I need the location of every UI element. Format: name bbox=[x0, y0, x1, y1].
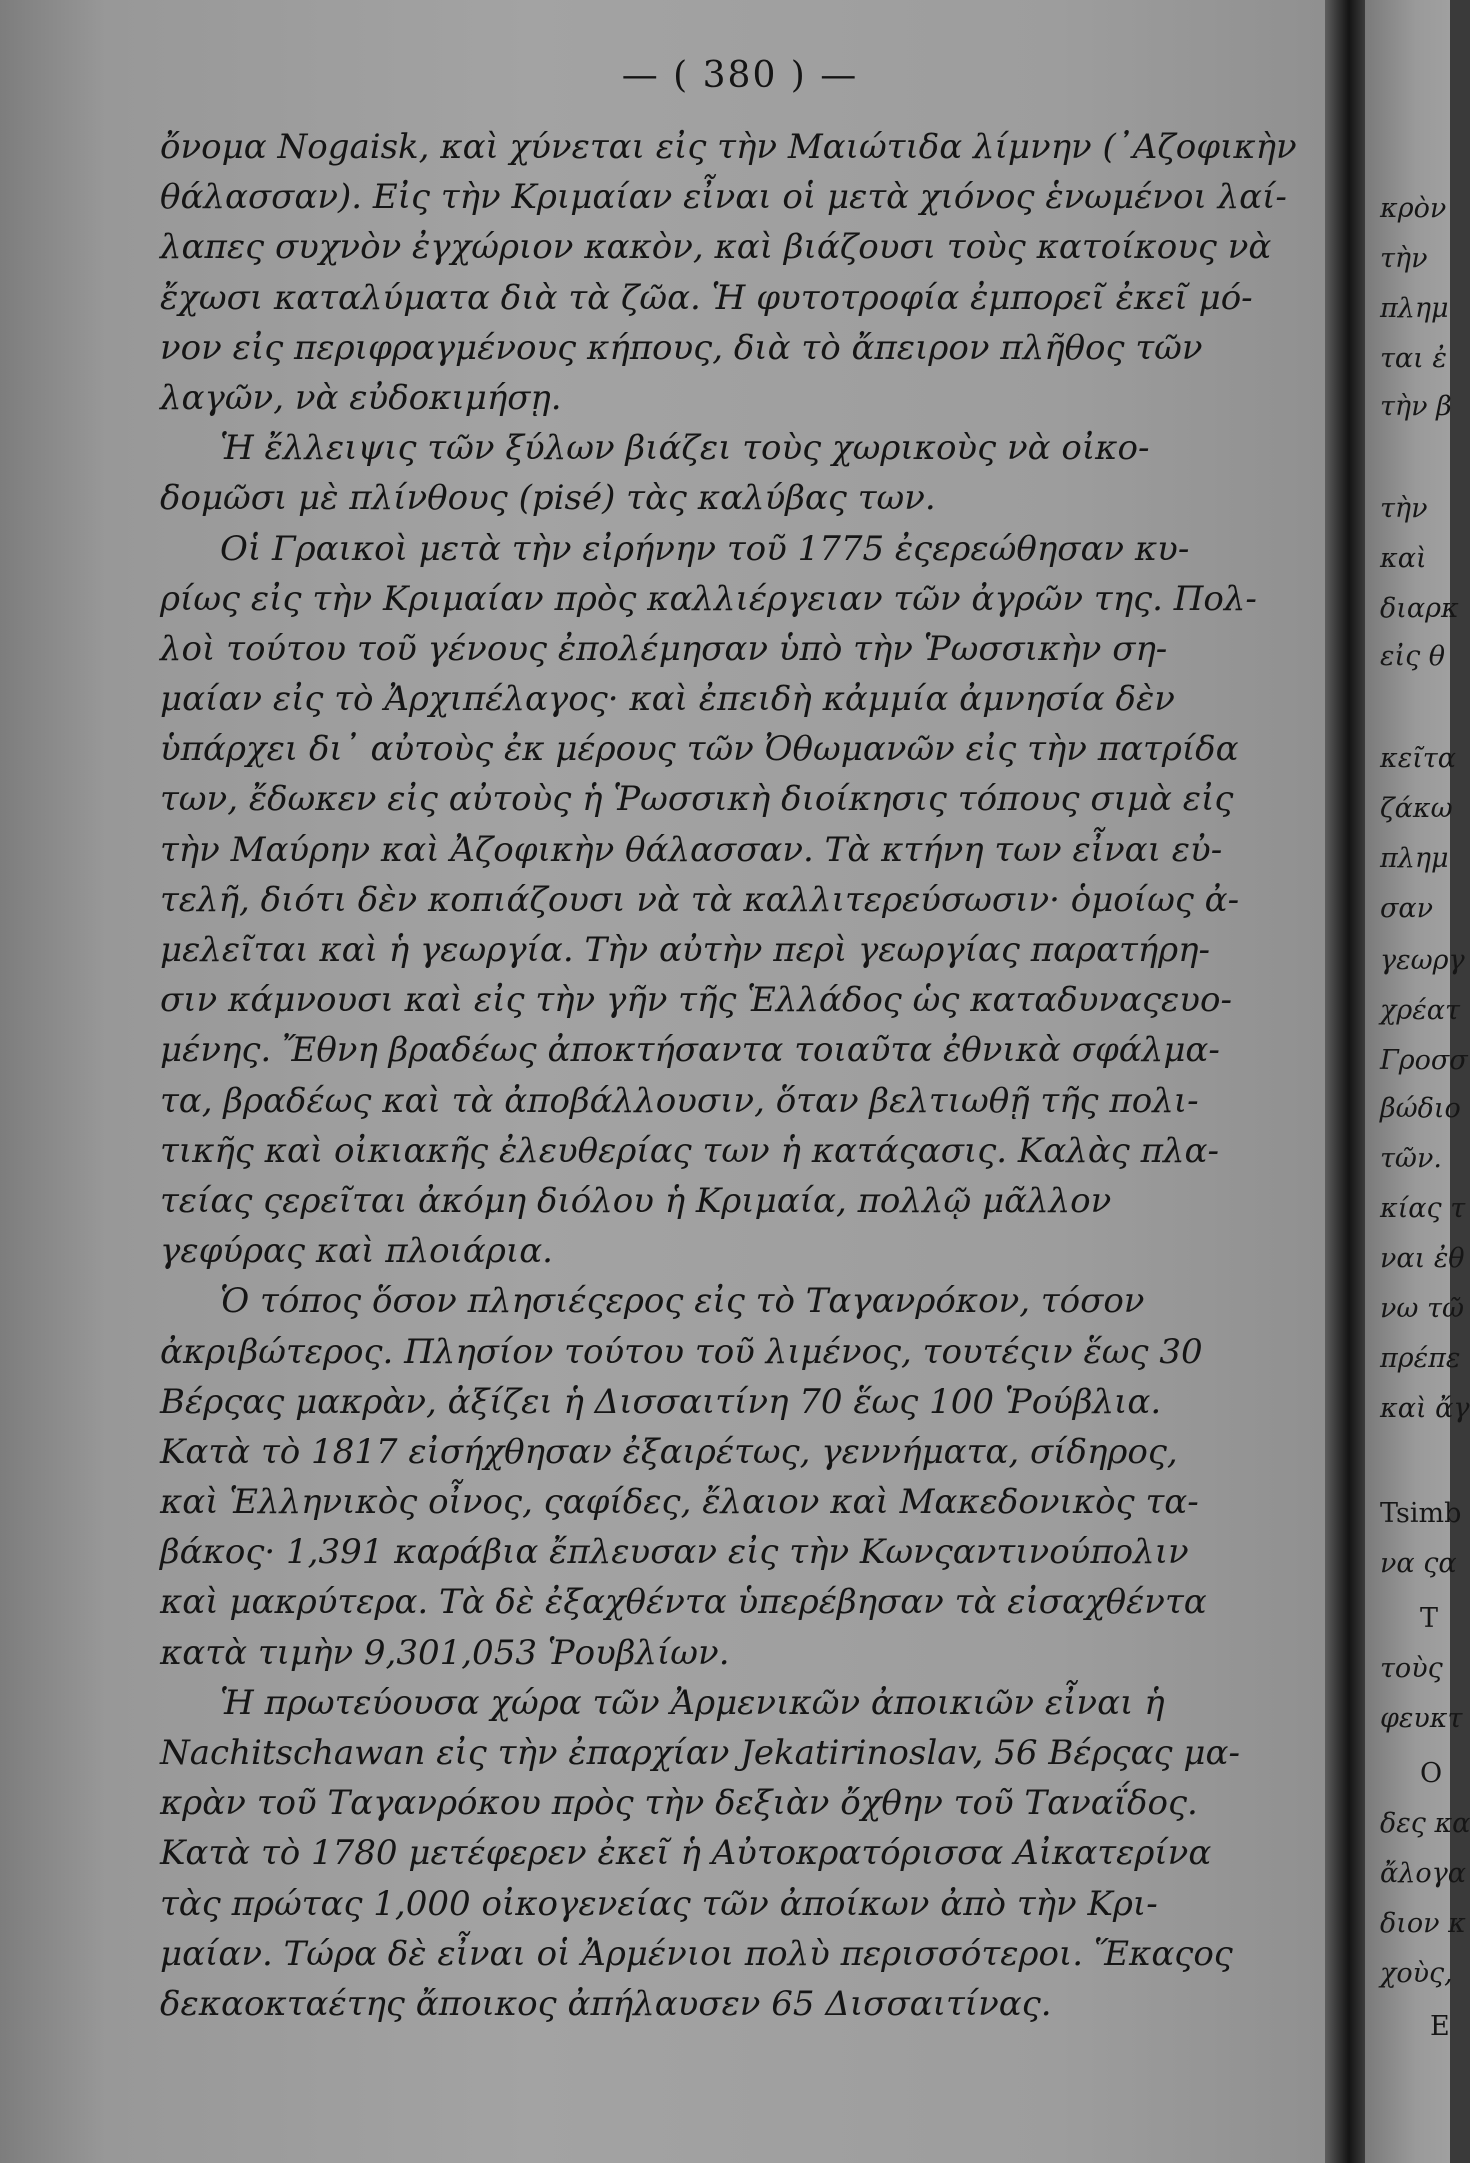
fragment-line: χρέατ bbox=[1380, 995, 1460, 1026]
text-line: Nachitschawan εἰς τὴν ἐπαρχίαν Jekatirinoslav, 56 Βέρςας μα- bbox=[160, 1733, 1240, 1773]
book-gutter bbox=[1325, 0, 1365, 2163]
text-line: των, ἔδωκεν εἰς αὐτοὺς ἡ Ῥωσσικὴ διοίκησις τόπους σιμὰ εἰς bbox=[160, 779, 1234, 820]
fragment-line: πλημ bbox=[1380, 293, 1449, 324]
fragment-line: καὶ ἄγ bbox=[1380, 1393, 1470, 1424]
body-text bbox=[160, 122, 1320, 2029]
text-line: τὰς πρώτας 1,000 οἰκογενείας τῶν ἀποίκων ἀπὸ τὴν Κρι- bbox=[160, 1883, 1158, 1924]
fragment-line: δες κα bbox=[1380, 1808, 1470, 1839]
text-line: τείας ςερεῖται ἀκόμη διόλου ἡ Κριμαία, πολλῷ μᾶλλον bbox=[160, 1180, 1112, 1221]
fragment-line: ται ἐ bbox=[1380, 343, 1447, 374]
fragment-line: ζάκω bbox=[1380, 793, 1453, 824]
fragment-line: τὴν β bbox=[1380, 391, 1452, 422]
fragment-line: εἰς θ bbox=[1380, 641, 1446, 672]
fragment-line: τῶν. bbox=[1380, 1143, 1442, 1174]
text-line: γεφύρας καὶ πλοιάρια. bbox=[160, 1231, 553, 1272]
text-line: κατὰ τιμὴν 9,301,053 Ῥουβλίων. bbox=[160, 1632, 730, 1673]
fragment-line: τὴν bbox=[1380, 493, 1428, 524]
fragment-line: κεῖτα bbox=[1380, 743, 1456, 774]
fragment-line: Τ bbox=[1420, 1603, 1439, 1634]
fragment-line: διον κ bbox=[1380, 1908, 1466, 1939]
text-line: Βέρςας μακρὰν, ἀξίζει ἡ Δισσαιτίνη 70 ἕως 100 Ῥούβλια. bbox=[160, 1381, 1162, 1422]
text-line: Κατὰ τὸ 1780 μετέφερεν ἐκεῖ ἡ Αὐτοκρατόρισσα Αἰκατερίνα bbox=[160, 1833, 1212, 1874]
fragment-line: νω τῶ bbox=[1380, 1293, 1464, 1324]
fragment-line: γεωργ bbox=[1380, 945, 1465, 976]
text-line: βάκος· 1,391 καράβια ἔπλευσαν εἰς τὴν Κωνςαντινούπολιν bbox=[160, 1532, 1189, 1573]
text-line: δεκαοκταέτης ἄποικος ἀπήλαυσεν 65 Δισσαιτίνας. bbox=[160, 1983, 1052, 2024]
text-line: τα, βραδέως καὶ τὰ ἀποβάλλουσιν, ὅταν βελτιωθῇ τῆς πολι- bbox=[160, 1080, 1199, 1121]
text-line: μελεῖται καὶ ἡ γεωργία. Τὴν αὐτὴν περὶ γεωργίας παρατήρη- bbox=[160, 930, 1210, 970]
text-line: τελῆ, διότι δὲν κοπιάζουσι νὰ τὰ καλλιτερεύσωσιν· ὁμοίως ἀ- bbox=[160, 879, 1240, 920]
text-line: Ἡ πρωτεύουσα χώρα τῶν Ἀρμενικῶν ἀποικιῶν εἶναι ἡ bbox=[220, 1682, 1165, 1723]
text-line: μαίαν. Τώρα δὲ εἶναι οἱ Ἀρμένιοι πολὺ περισσότεροι. Ἕκαςος bbox=[160, 1933, 1233, 1974]
fragment-line: ἄλογα bbox=[1380, 1858, 1466, 1889]
text-line: τικῆς καὶ οἰκιακῆς ἐλευθερίας των ἡ κατάςασις. Καλὰς πλα- bbox=[160, 1130, 1219, 1171]
fragment-line: χοὺς, bbox=[1380, 1958, 1453, 1989]
text-line: τὴν Μαύρην καὶ Ἀζοφικὴν θάλασσαν. Τὰ κτήνη των εἶναι εὐ- bbox=[160, 829, 1223, 870]
text-line: καὶ Ἑλληνικὸς οἶνος, ςαφίδες, ἔλαιον καὶ Μακεδονικὸς τα- bbox=[160, 1482, 1199, 1523]
fragment-line: ναι ἐθ bbox=[1380, 1243, 1465, 1274]
text-line: κρὰν τοῦ Ταγανρόκου πρὸς τὴν δεξιὰν ὄχθην τοῦ Ταναΐδος. bbox=[160, 1783, 1198, 1824]
fragment-line: τὴν bbox=[1380, 243, 1428, 274]
text-line: λαπες συχνὸν ἐγχώριον κακὸν, καὶ βιάζουσι τοὺς κατοίκους νὰ bbox=[160, 227, 1272, 268]
page-header: — ( 380 ) — bbox=[621, 55, 859, 96]
text-line: νον εἰς περιφραγμένους κήπους, διὰ τὸ ἄπειρον πλῆθος τῶν bbox=[160, 327, 1203, 368]
text-line: Οἱ Γραικοὶ μετὰ τὴν εἰρήνην τοῦ 1775 ἐςερεώθησαν κυ- bbox=[220, 528, 1190, 569]
text-line: μένης. Ἔθνη βραδέως ἀποκτήσαντα τοιαῦτα ἐθνικὰ σφάλμα- bbox=[160, 1030, 1220, 1071]
text-line: λοὶ τούτου τοῦ γένους ἐπολέμησαν ὑπὸ τὴν Ῥωσσικὴν ση- bbox=[160, 628, 1168, 669]
text-line: δομῶσι μὲ πλίνθους (pisé) τὰς καλύβας των. bbox=[160, 478, 936, 519]
text-line: ἀκριβώτερος. Πλησίον τούτου τοῦ λιμένος, τουτέςιν ἕως 30 bbox=[160, 1331, 1203, 1372]
text-line: σιν κάμνουσι καὶ εἰς τὴν γῆν τῆς Ἑλλάδος ὡς καταδυναςευο- bbox=[160, 980, 1232, 1021]
fragment-line: να ςα bbox=[1380, 1548, 1457, 1579]
text-line: ρίως εἰς τὴν Κριμαίαν πρὸς καλλιέργειαν τῶν ἀγρῶν της. Πολ- bbox=[160, 578, 1257, 619]
fragment-line: διαρκ bbox=[1380, 593, 1459, 624]
fragment-line: πλημ bbox=[1380, 843, 1449, 874]
text-line: ἔχωσι καταλύματα διὰ τὰ ζῶα. Ἡ φυτοτροφία ἐμπορεῖ ἐκεῖ μό- bbox=[160, 277, 1253, 318]
fragment-line: σαν bbox=[1380, 893, 1434, 924]
text-line: Ὁ τόπος ὅσον πλησιέςερος εἰς τὸ Ταγανρόκον, τόσον bbox=[220, 1281, 1145, 1322]
fragment-line: Ε bbox=[1430, 2011, 1450, 2042]
text-line: μαίαν εἰς τὸ Ἀρχιπέλαγος· καὶ ἐπειδὴ κἀμμία ἀμνησία δὲν bbox=[160, 679, 1175, 720]
fragment-line: καὶ bbox=[1380, 543, 1427, 574]
text-line: θάλασσαν). Εἰς τὴν Κριμαίαν εἶναι οἱ μετὰ χιόνος ἑνωμένοι λαί- bbox=[160, 177, 1287, 218]
text-line: Ἡ ἔλλειψις τῶν ξύλων βιάζει τοὺς χωρικοὺς νὰ οἰκο- bbox=[220, 428, 1150, 469]
fragment-line: τοὺς bbox=[1380, 1653, 1443, 1684]
fragment-line: κρὸν bbox=[1380, 193, 1447, 224]
text-line: λαγῶν, νὰ εὐδοκιμήσῃ. bbox=[160, 377, 562, 418]
text-line: καὶ μακρύτερα. Τὰ δὲ ἐξαχθέντα ὑπερέβησαν τὰ εἰσαχθέντα bbox=[160, 1582, 1207, 1623]
fragment-line: κίας τ bbox=[1380, 1193, 1466, 1224]
text-line: ὑπάρχει δι᾿ αὐτοὺς ἐκ μέρους τῶν Ὀθωμανῶν εἰς τὴν πατρίδα bbox=[160, 729, 1239, 770]
fragment-line: πρέπε bbox=[1380, 1343, 1461, 1374]
text-line: ὄνομα Nogaisk, καὶ χύνεται εἰς τὴν Μαιώτιδα λίμνην (᾿Αζοφικὴν bbox=[160, 127, 1297, 167]
fragment-line: βώδιο bbox=[1380, 1093, 1461, 1124]
fragment-line: Ο bbox=[1420, 1758, 1443, 1789]
fragment-line: Γροσσ bbox=[1380, 1045, 1468, 1076]
text-line: Κατὰ τὸ 1817 εἰσήχθησαν ἐξαιρέτως, γεννήματα, σίδηρος, bbox=[160, 1431, 1178, 1472]
fragment-line: φευκτ bbox=[1380, 1703, 1463, 1734]
fragment-line: Tsimb bbox=[1380, 1498, 1462, 1529]
